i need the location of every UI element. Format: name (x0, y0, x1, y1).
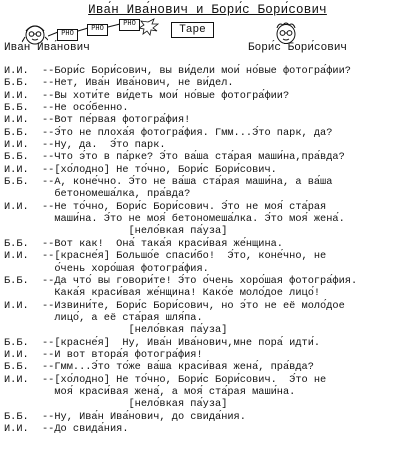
line-text: моя́ краси́вая жена́, а моя́ ста́рая маши́на. (42, 385, 296, 398)
dialogue-line (4, 374, 414, 386)
line-text: --Что э́то в па́рке? Э́то ва́ша ста́рая маши́на,пра́вда? (42, 151, 345, 164)
speaker-label: И.И. (4, 89, 29, 102)
dialogue-line (4, 114, 414, 126)
dialogue-line (4, 213, 414, 225)
line-text: о́чень хоро́шая фотогра́фия. (42, 262, 209, 275)
dialogue-line (4, 139, 414, 151)
photo-card-1 (57, 29, 78, 41)
dialogue-line (4, 188, 414, 200)
dialogue-line (4, 386, 414, 398)
dialogue-line (4, 151, 414, 163)
photo-label: PHO (91, 25, 104, 33)
speaker-label (4, 324, 42, 336)
line-text: --Извини́те, Бори́с Бори́сович, но э́то не её моло́дое (42, 299, 345, 312)
speaker-label: Б.Б. (4, 361, 29, 374)
dialogue-line (4, 275, 414, 287)
line-text: [нело́вкая па́уза] (42, 225, 228, 238)
speaker-label (4, 386, 42, 398)
speaker-label: И.И. (4, 250, 29, 263)
dialogue-line (4, 238, 414, 250)
speaker-label: Б.Б. (4, 77, 29, 90)
speaker-label: И.И. (4, 163, 29, 176)
line-text: лицо́, а её ста́рая шля́па. (42, 311, 203, 324)
dialogue-line (4, 324, 414, 336)
speaker-label (4, 287, 42, 299)
dialogue-line (4, 398, 414, 410)
dialogue-line (4, 312, 414, 324)
line-text: --Да что́ вы говори́те! Э́то о́чень хоро́шая фотогра́фия. (42, 274, 358, 287)
speaker-label: Б.Б. (4, 237, 29, 250)
line-text: --Не осо́бенно. (42, 102, 129, 115)
speaker-label: Б.Б. (4, 274, 29, 287)
speaker-label (4, 398, 42, 410)
line-text: --Ну, Ива́н Ива́нович, до свида́ния. (42, 410, 246, 423)
speaker-label: И.И. (4, 200, 29, 213)
line-text: бетономеша́лка, пра́вда? (42, 188, 191, 201)
dialogue-line (4, 77, 414, 89)
speaker-label (4, 188, 42, 200)
line-text: --Вот пе́рвая фотогра́фия! (42, 114, 191, 127)
line-text: --Не то́чно, Бори́с Бори́сович. Э́то не моя́ ста́рая (42, 200, 327, 213)
speaker-label (4, 213, 42, 225)
dialogue-line (4, 225, 414, 237)
line-text: [нело́вкая па́уза] (42, 324, 228, 337)
dialogue-line (4, 337, 414, 349)
character-name-ivan: Ива́н Ива́нович (4, 42, 90, 54)
speaker-label: Б.Б. (4, 102, 29, 115)
photo-card-3 (119, 19, 140, 31)
line-text: --Вот как! Она́ така́я краси́вая же́нщина. (42, 237, 283, 250)
dialogue-line (4, 349, 414, 361)
line-text: --[хо́лодно] Не то́чно, Бори́с Бори́сович. Э́то не (42, 373, 327, 386)
line-text: [нело́вкая па́уза] (42, 398, 228, 411)
dialogue-line (4, 201, 414, 213)
dialogue-line (4, 65, 414, 77)
line-text: --Ну, да. Э́то парк. (42, 139, 166, 152)
dialogue-line (4, 102, 414, 114)
speaker-label: И.И. (4, 114, 29, 127)
speaker-label: И.И. (4, 373, 29, 386)
speaker-label: Б.Б. (4, 410, 29, 423)
page-title: Ива́н Ива́нович и Бори́с Бори́сович (88, 3, 327, 17)
line-text: Кака́я краси́вая же́нщина! Како́е моло́дое лицо́! (42, 287, 321, 300)
line-text: --Бори́с Бори́сович, вы ви́дели мои́ но́вые фотогра́фии? (42, 65, 351, 77)
dialogue-line (4, 287, 414, 299)
line-text: --Нет, Ива́н Ива́нович, не ви́дел. (42, 77, 234, 90)
dialogue-line (4, 263, 414, 275)
speaker-label: И.И. (4, 299, 29, 312)
line-text: --[хо́лодно] Не то́чно, Бори́с Бори́сович. (42, 163, 277, 176)
dialogue (4, 65, 414, 435)
photo-label: PHO (61, 30, 74, 38)
dialogue-line (4, 361, 414, 373)
speaker-label: Б.Б. (4, 176, 29, 189)
speaker-label (4, 263, 42, 275)
dialogue-line (4, 423, 414, 435)
speaker-label: И.И. (4, 422, 29, 435)
line-text: маши́на. Э́то не моя́ бетономеша́лка. Э́то моя́ жена́. (42, 213, 345, 226)
dialogue-line (4, 300, 414, 312)
line-text: --Э́то не плоха́я фотогра́фия. Гмм...Э́то парк, да? (42, 126, 333, 139)
dialogue-line (4, 250, 414, 262)
dialogue-line (4, 164, 414, 176)
line-text: --Гмм...Э́то то́же ва́ша краси́вая жена́, пра́вда? (42, 361, 314, 374)
character-name-boris: Бори́с Бори́сович (248, 42, 348, 54)
line-text: --[красне́я] Ну, Ива́н Ива́нович,мне пора́ идти́. (42, 336, 321, 349)
speaker-label: Б.Б. (4, 126, 29, 139)
line-text: --А, коне́чно. Э́то не ва́ша ста́рая маши́на, а ва́ша (42, 176, 333, 189)
speaker-label (4, 312, 42, 324)
speaker-label: Б.Б. (4, 151, 29, 164)
dialogue-line (4, 411, 414, 423)
line-text: --[красне́я] Большо́е спаси́бо! Э́то, коне́чно, не (42, 250, 327, 263)
tape-label: Tape (171, 22, 214, 38)
dialogue-line (4, 176, 414, 188)
dialogue-line (4, 127, 414, 139)
line-text: --До свида́ния. (42, 422, 129, 435)
speaker-label: Б.Б. (4, 336, 29, 349)
speaker-label: И.И. (4, 348, 29, 361)
line-text: --Вы хоти́те ви́деть мои́ но́вые фотогра́фии? (42, 89, 290, 102)
line-text: --И вот втора́я фотогра́фия! (42, 348, 203, 361)
dialogue-line (4, 90, 414, 102)
photo-label: PHO (123, 20, 136, 28)
speaker-label: И.И. (4, 65, 29, 77)
speaker-label: И.И. (4, 139, 29, 152)
speaker-label (4, 225, 42, 237)
photo-card-2 (87, 24, 108, 36)
